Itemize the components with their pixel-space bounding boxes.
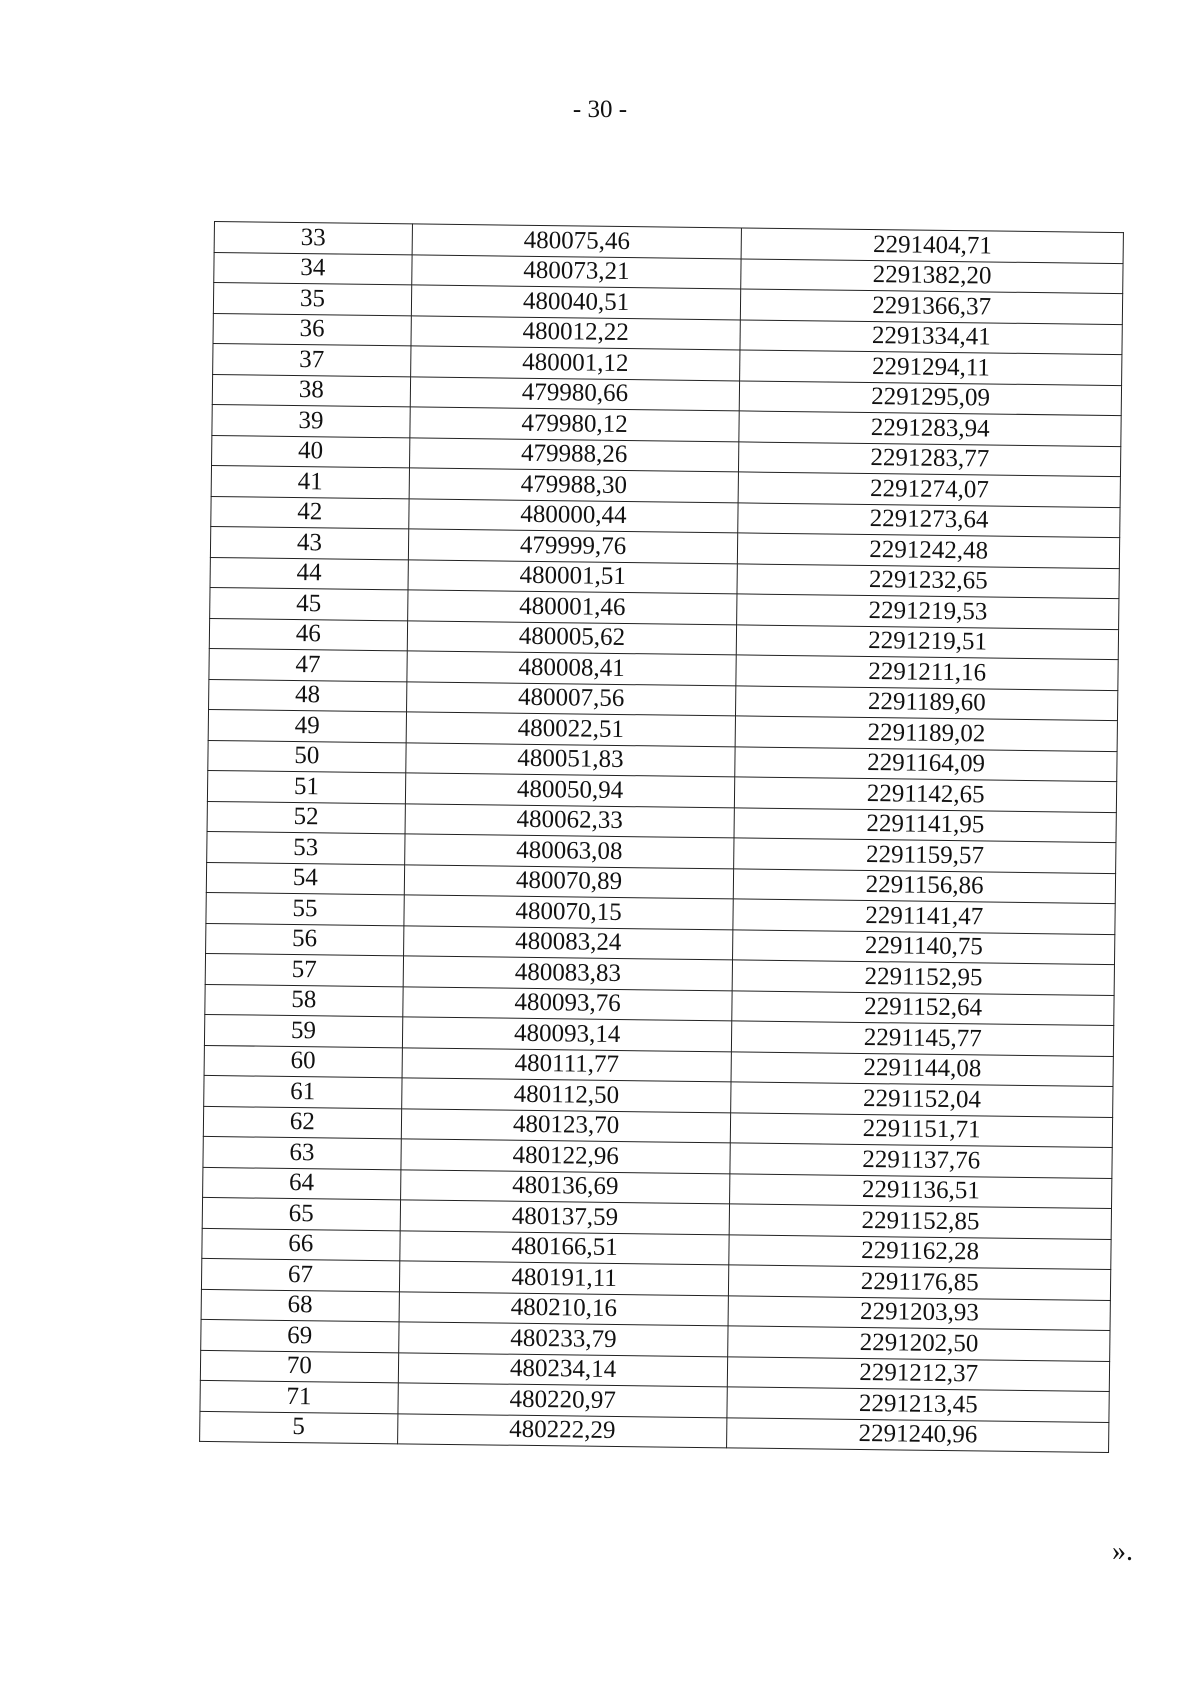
y-coordinate-cell: 2291366,37 (741, 289, 1123, 324)
y-coordinate-cell: 2291141,95 (734, 807, 1116, 842)
x-coordinate-cell: 479988,30 (409, 468, 739, 503)
x-coordinate-cell: 480001,12 (410, 346, 740, 381)
y-coordinate-cell: 2291219,53 (737, 594, 1119, 629)
y-coordinate-cell: 2291159,57 (734, 838, 1116, 873)
y-coordinate-cell: 2291152,95 (733, 960, 1115, 995)
point-number-cell: 38 (212, 374, 410, 407)
point-number-cell: 42 (211, 496, 409, 529)
closing-quote: ». (1112, 1536, 1133, 1567)
y-coordinate-cell: 2291152,85 (730, 1204, 1112, 1239)
point-number-cell: 58 (205, 984, 403, 1017)
point-number-cell: 47 (209, 648, 407, 681)
x-coordinate-cell: 480136,69 (400, 1169, 730, 1204)
y-coordinate-cell: 2291212,37 (728, 1356, 1110, 1391)
y-coordinate-cell: 2291283,94 (739, 411, 1121, 446)
x-coordinate-cell: 480122,96 (401, 1139, 731, 1174)
y-coordinate-cell: 2291382,20 (741, 258, 1123, 293)
x-coordinate-cell: 480001,46 (407, 590, 737, 625)
y-coordinate-cell: 2291152,04 (731, 1082, 1113, 1117)
point-number-cell: 41 (211, 465, 409, 498)
point-number-cell: 56 (206, 923, 404, 956)
point-number-cell: 63 (203, 1136, 401, 1169)
point-number-cell: 61 (204, 1075, 402, 1108)
y-coordinate-cell: 2291283,77 (739, 441, 1121, 476)
x-coordinate-cell: 480191,11 (399, 1261, 729, 1296)
x-coordinate-cell: 479980,12 (410, 407, 740, 442)
y-coordinate-cell: 2291203,93 (728, 1295, 1110, 1330)
x-coordinate-cell: 480083,24 (403, 925, 733, 960)
point-number-cell: 67 (201, 1258, 399, 1291)
point-number-cell: 62 (203, 1106, 401, 1139)
y-coordinate-cell: 2291189,02 (736, 716, 1118, 751)
x-coordinate-cell: 480166,51 (400, 1230, 730, 1265)
x-coordinate-cell: 480012,22 (411, 315, 741, 350)
point-number-cell: 48 (209, 679, 407, 712)
x-coordinate-cell: 480005,62 (407, 620, 737, 655)
point-number-cell: 51 (207, 770, 405, 803)
x-coordinate-cell: 480220,97 (398, 1383, 728, 1418)
y-coordinate-cell: 2291176,85 (729, 1265, 1111, 1300)
y-coordinate-cell: 2291404,71 (741, 228, 1123, 263)
y-coordinate-cell: 2291142,65 (735, 777, 1117, 812)
y-coordinate-cell: 2291145,77 (732, 1021, 1114, 1056)
y-coordinate-cell: 2291151,71 (731, 1112, 1113, 1147)
x-coordinate-cell: 479980,66 (410, 376, 740, 411)
x-coordinate-cell: 480210,16 (399, 1291, 729, 1326)
point-number-cell: 66 (202, 1228, 400, 1261)
point-number-cell: 35 (213, 283, 411, 316)
y-coordinate-cell: 2291137,76 (730, 1143, 1112, 1178)
y-coordinate-cell: 2291334,41 (740, 319, 1122, 354)
y-coordinate-cell: 2291232,65 (737, 563, 1119, 598)
x-coordinate-cell: 480075,46 (412, 224, 742, 259)
point-number-cell: 71 (200, 1380, 398, 1413)
y-coordinate-cell: 2291162,28 (729, 1234, 1111, 1269)
x-coordinate-cell: 480112,50 (401, 1078, 731, 1113)
x-coordinate-cell: 480070,15 (404, 895, 734, 930)
page-number: - 30 - (572, 96, 628, 123)
point-number-cell: 54 (206, 862, 404, 895)
x-coordinate-cell: 480222,29 (397, 1413, 727, 1448)
x-coordinate-cell: 480093,14 (402, 1017, 732, 1052)
point-number-cell: 70 (200, 1350, 398, 1383)
x-coordinate-cell: 480007,56 (406, 681, 736, 716)
coordinates-table (199, 221, 1124, 1453)
x-coordinate-cell: 480001,51 (408, 559, 738, 594)
y-coordinate-cell: 2291140,75 (733, 929, 1115, 964)
y-coordinate-cell: 2291211,16 (736, 655, 1118, 690)
y-coordinate-cell: 2291213,45 (727, 1387, 1109, 1422)
x-coordinate-cell: 480070,89 (404, 864, 734, 899)
point-number-cell: 49 (208, 709, 406, 742)
point-number-cell: 43 (210, 526, 408, 559)
point-number-cell: 37 (213, 343, 411, 376)
point-number-cell: 36 (213, 313, 411, 346)
y-coordinate-cell: 2291164,09 (735, 746, 1117, 781)
x-coordinate-cell: 480062,33 (405, 803, 735, 838)
point-number-cell: 59 (204, 1014, 402, 1047)
x-coordinate-cell: 480051,83 (406, 742, 736, 777)
point-number-cell: 44 (210, 557, 408, 590)
point-number-cell: 65 (202, 1197, 400, 1230)
x-coordinate-cell: 480022,51 (406, 712, 736, 747)
x-coordinate-cell: 480093,76 (403, 986, 733, 1021)
point-number-cell: 64 (203, 1167, 401, 1200)
y-coordinate-cell: 2291219,51 (737, 624, 1119, 659)
x-coordinate-cell: 480008,41 (407, 651, 737, 686)
x-coordinate-cell: 480083,83 (403, 956, 733, 991)
point-number-cell: 46 (209, 618, 407, 651)
point-number-cell: 39 (212, 404, 410, 437)
point-number-cell: 33 (214, 222, 412, 255)
point-number-cell: 52 (207, 801, 405, 834)
point-number-cell: 5 (200, 1411, 398, 1444)
point-number-cell: 34 (214, 252, 412, 285)
y-coordinate-cell: 2291202,50 (728, 1326, 1110, 1361)
point-number-cell: 45 (210, 587, 408, 620)
x-coordinate-cell: 480073,21 (411, 254, 741, 289)
point-number-cell: 40 (212, 435, 410, 468)
point-number-cell: 53 (207, 831, 405, 864)
x-coordinate-cell: 480063,08 (404, 834, 734, 869)
y-coordinate-cell: 2291136,51 (730, 1173, 1112, 1208)
x-coordinate-cell: 480234,14 (398, 1352, 728, 1387)
x-coordinate-cell: 480233,79 (398, 1322, 728, 1357)
x-coordinate-cell: 480111,77 (402, 1047, 732, 1082)
x-coordinate-cell: 480040,51 (411, 285, 741, 320)
point-number-cell: 69 (201, 1319, 399, 1352)
y-coordinate-cell: 2291294,11 (740, 350, 1122, 385)
x-coordinate-cell: 479988,26 (409, 437, 739, 472)
point-number-cell: 55 (206, 892, 404, 925)
y-coordinate-cell: 2291144,08 (731, 1051, 1113, 1086)
point-number-cell: 50 (208, 740, 406, 773)
y-coordinate-cell: 2291240,96 (727, 1417, 1109, 1452)
point-number-cell: 60 (204, 1045, 402, 1078)
x-coordinate-cell: 480000,44 (408, 498, 738, 533)
y-coordinate-cell: 2291295,09 (740, 380, 1122, 415)
y-coordinate-cell: 2291274,07 (738, 472, 1120, 507)
point-number-cell: 68 (201, 1289, 399, 1322)
y-coordinate-cell: 2291242,48 (738, 533, 1120, 568)
x-coordinate-cell: 480123,70 (401, 1108, 731, 1143)
y-coordinate-cell: 2291273,64 (738, 502, 1120, 537)
y-coordinate-cell: 2291189,60 (736, 685, 1118, 720)
x-coordinate-cell: 480050,94 (405, 773, 735, 808)
y-coordinate-cell: 2291141,47 (733, 899, 1115, 934)
y-coordinate-cell: 2291156,86 (734, 868, 1116, 903)
coordinates-table-body (200, 222, 1124, 1453)
x-coordinate-cell: 480137,59 (400, 1200, 730, 1235)
x-coordinate-cell: 479999,76 (408, 529, 738, 564)
y-coordinate-cell: 2291152,64 (732, 990, 1114, 1025)
point-number-cell: 57 (205, 953, 403, 986)
